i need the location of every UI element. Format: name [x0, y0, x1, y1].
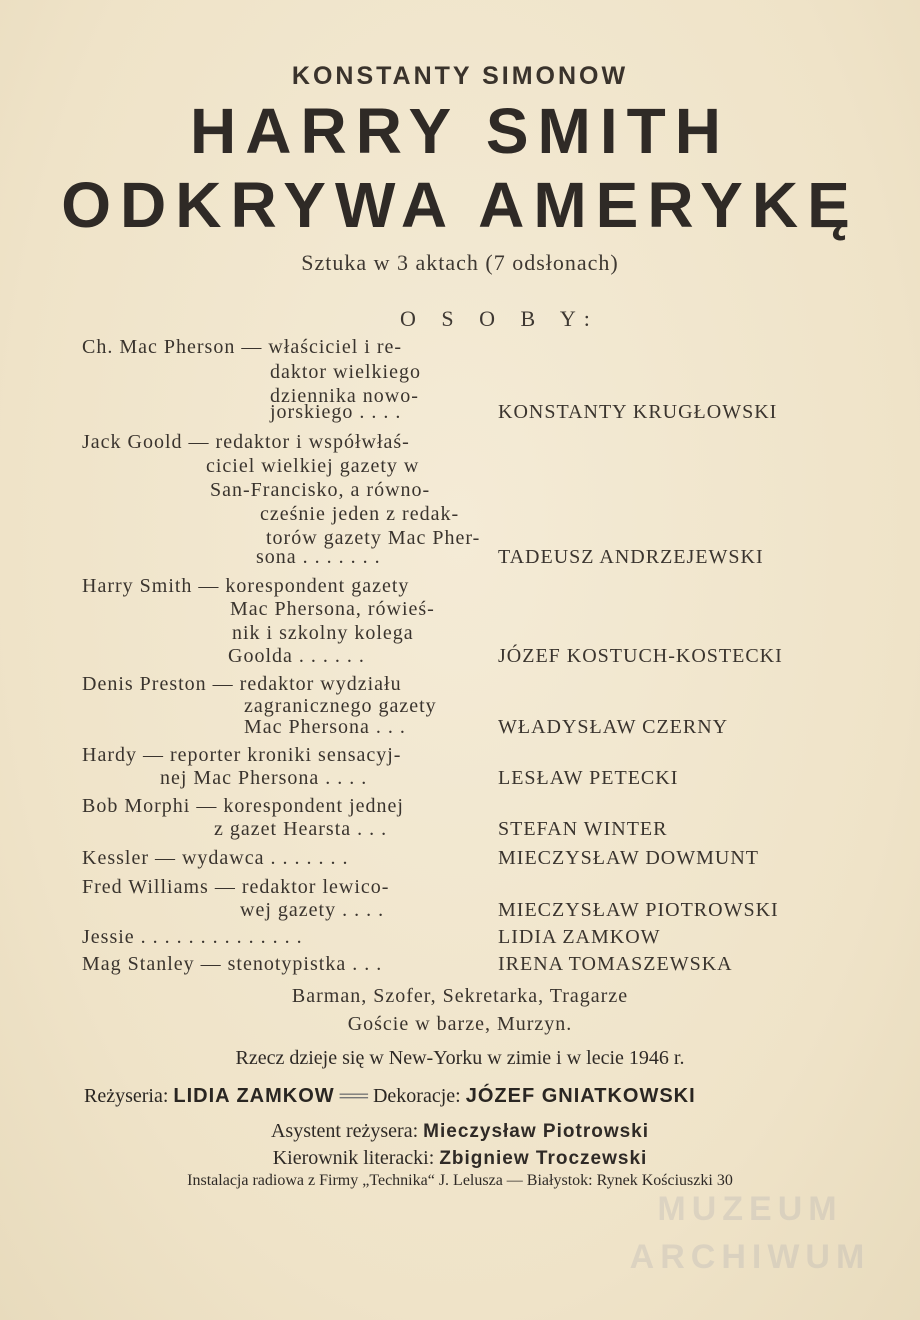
director-name: LIDIA ZAMKOW: [173, 1085, 335, 1107]
cast-role-line: wej gazety . . . .: [240, 899, 385, 921]
cast-role-line: Jack Goold — redaktor i współwłaś-: [82, 431, 410, 453]
literary-name: Zbigniew Troczewski: [439, 1148, 648, 1169]
assistant-name: Mieczysław Piotrowski: [423, 1121, 650, 1142]
cast-role-line: Kessler — wydawca . . . . . . .: [82, 847, 349, 869]
cast-actor: JÓZEF KOSTUCH-KOSTECKI: [498, 645, 783, 667]
cast-role-line: San-Francisko, a równo-: [210, 479, 431, 501]
directing-label: Reżyseria:: [84, 1085, 169, 1107]
cast-role-line: torów gazety Mac Pher-: [266, 527, 481, 549]
cast-role-line: Fred Williams — redaktor lewico-: [82, 876, 390, 898]
cast-role-line: Mac Phersona . . .: [244, 716, 406, 738]
stamp-line: ARCHIWUM: [629, 1238, 871, 1276]
cast-role-line: Harry Smith — korespondent gazety: [82, 575, 410, 597]
cast-actor: STEFAN WINTER: [498, 818, 668, 840]
cast-role-line: z gazet Hearsta . . .: [214, 818, 388, 840]
cast-actor: LIDIA ZAMKOW: [498, 926, 661, 948]
cast-role-line: dziennika nowo-: [270, 385, 419, 407]
literary-line: [0, 1147, 920, 1170]
extras-line-1: Barman, Szofer, Sekretarka, Tragarze: [291, 985, 629, 1007]
cast-heading: O S O B Y:: [400, 306, 600, 331]
assistant-label: Asystent reżysera:: [270, 1120, 419, 1142]
sets-label: Dekoracje:: [372, 1085, 461, 1107]
credits-line: Reżyseria: LIDIA ZAMKOW ══ Dekoracje: JÓZEF GNIATKOWSKI: [84, 1085, 696, 1107]
archive-stamp: [610, 1185, 890, 1300]
cast-role-line: zagranicznego gazety: [244, 695, 437, 717]
subtitle: Sztuka w 3 aktach (7 odsłonach): [301, 250, 619, 275]
title-line-2: ODKRYWA AMERYKĘ: [61, 169, 859, 241]
cast-actor: IRENA TOMASZEWSKA: [498, 953, 733, 975]
assistant-line: [0, 1120, 920, 1143]
cast-role-line: nik i szkolny kolega: [232, 622, 414, 644]
cast-role-line: Bob Morphi — korespondent jednej: [82, 795, 404, 817]
cast-role-line: nej Mac Phersona . . . .: [160, 767, 368, 789]
cast-role-line: Denis Preston — redaktor wydziału: [82, 673, 402, 695]
setting-text: Rzecz dzieje się w New-Yorku w zimie i w lecie 1946 r.: [235, 1047, 685, 1069]
author-name: KONSTANTY SIMONOW: [291, 62, 629, 90]
cast-actor: WŁADYSŁAW CZERNY: [498, 716, 729, 738]
literary-label: Kierownik literacki:: [272, 1147, 435, 1169]
set-designer-name: JÓZEF GNIATKOWSKI: [465, 1085, 696, 1107]
cast-role-line: sona . . . . . . .: [256, 546, 381, 568]
cast-role-line: cześnie jeden z redak-: [260, 503, 460, 525]
extras-line-2: Goście w barze, Murzyn.: [347, 1013, 573, 1035]
cast-role-line: Mac Phersona, rówieś-: [230, 598, 435, 620]
cast-role-line: Hardy — reporter kroniki sensacyj-: [82, 744, 402, 766]
cast-role-line: daktor wielkiego: [270, 361, 421, 383]
cast-actor: MIECZYSŁAW PIOTROWSKI: [498, 899, 779, 921]
cast-actor: KONSTANTY KRUGŁOWSKI: [498, 401, 778, 423]
cast-role-line: Ch. Mac Pherson — właściciel i re-: [82, 336, 403, 358]
cast-role-line: jorskiego . . . .: [270, 401, 402, 423]
cast-role-line: Goolda . . . . . .: [228, 645, 365, 667]
cast-role-line: ciciel wielkiej gazety w: [206, 455, 420, 477]
title-line-1: HARRY SMITH: [190, 95, 730, 167]
cast-role-line: Jessie . . . . . . . . . . . . . .: [82, 926, 303, 948]
cast-actor: TADEUSZ ANDRZEJEWSKI: [498, 546, 764, 568]
installation-note: Instalacja radiowa z Firmy „Technika“ J. Lelusza — Białystok: Rynek Kościuszki 30: [187, 1172, 733, 1189]
cast-actor: MIECZYSŁAW DOWMUNT: [498, 847, 760, 869]
cast-actor: LESŁAW PETECKI: [498, 767, 679, 789]
stamp-line: MUZEUM: [657, 1190, 843, 1228]
cast-role-line: Mag Stanley — stenotypistka . . .: [82, 953, 383, 975]
